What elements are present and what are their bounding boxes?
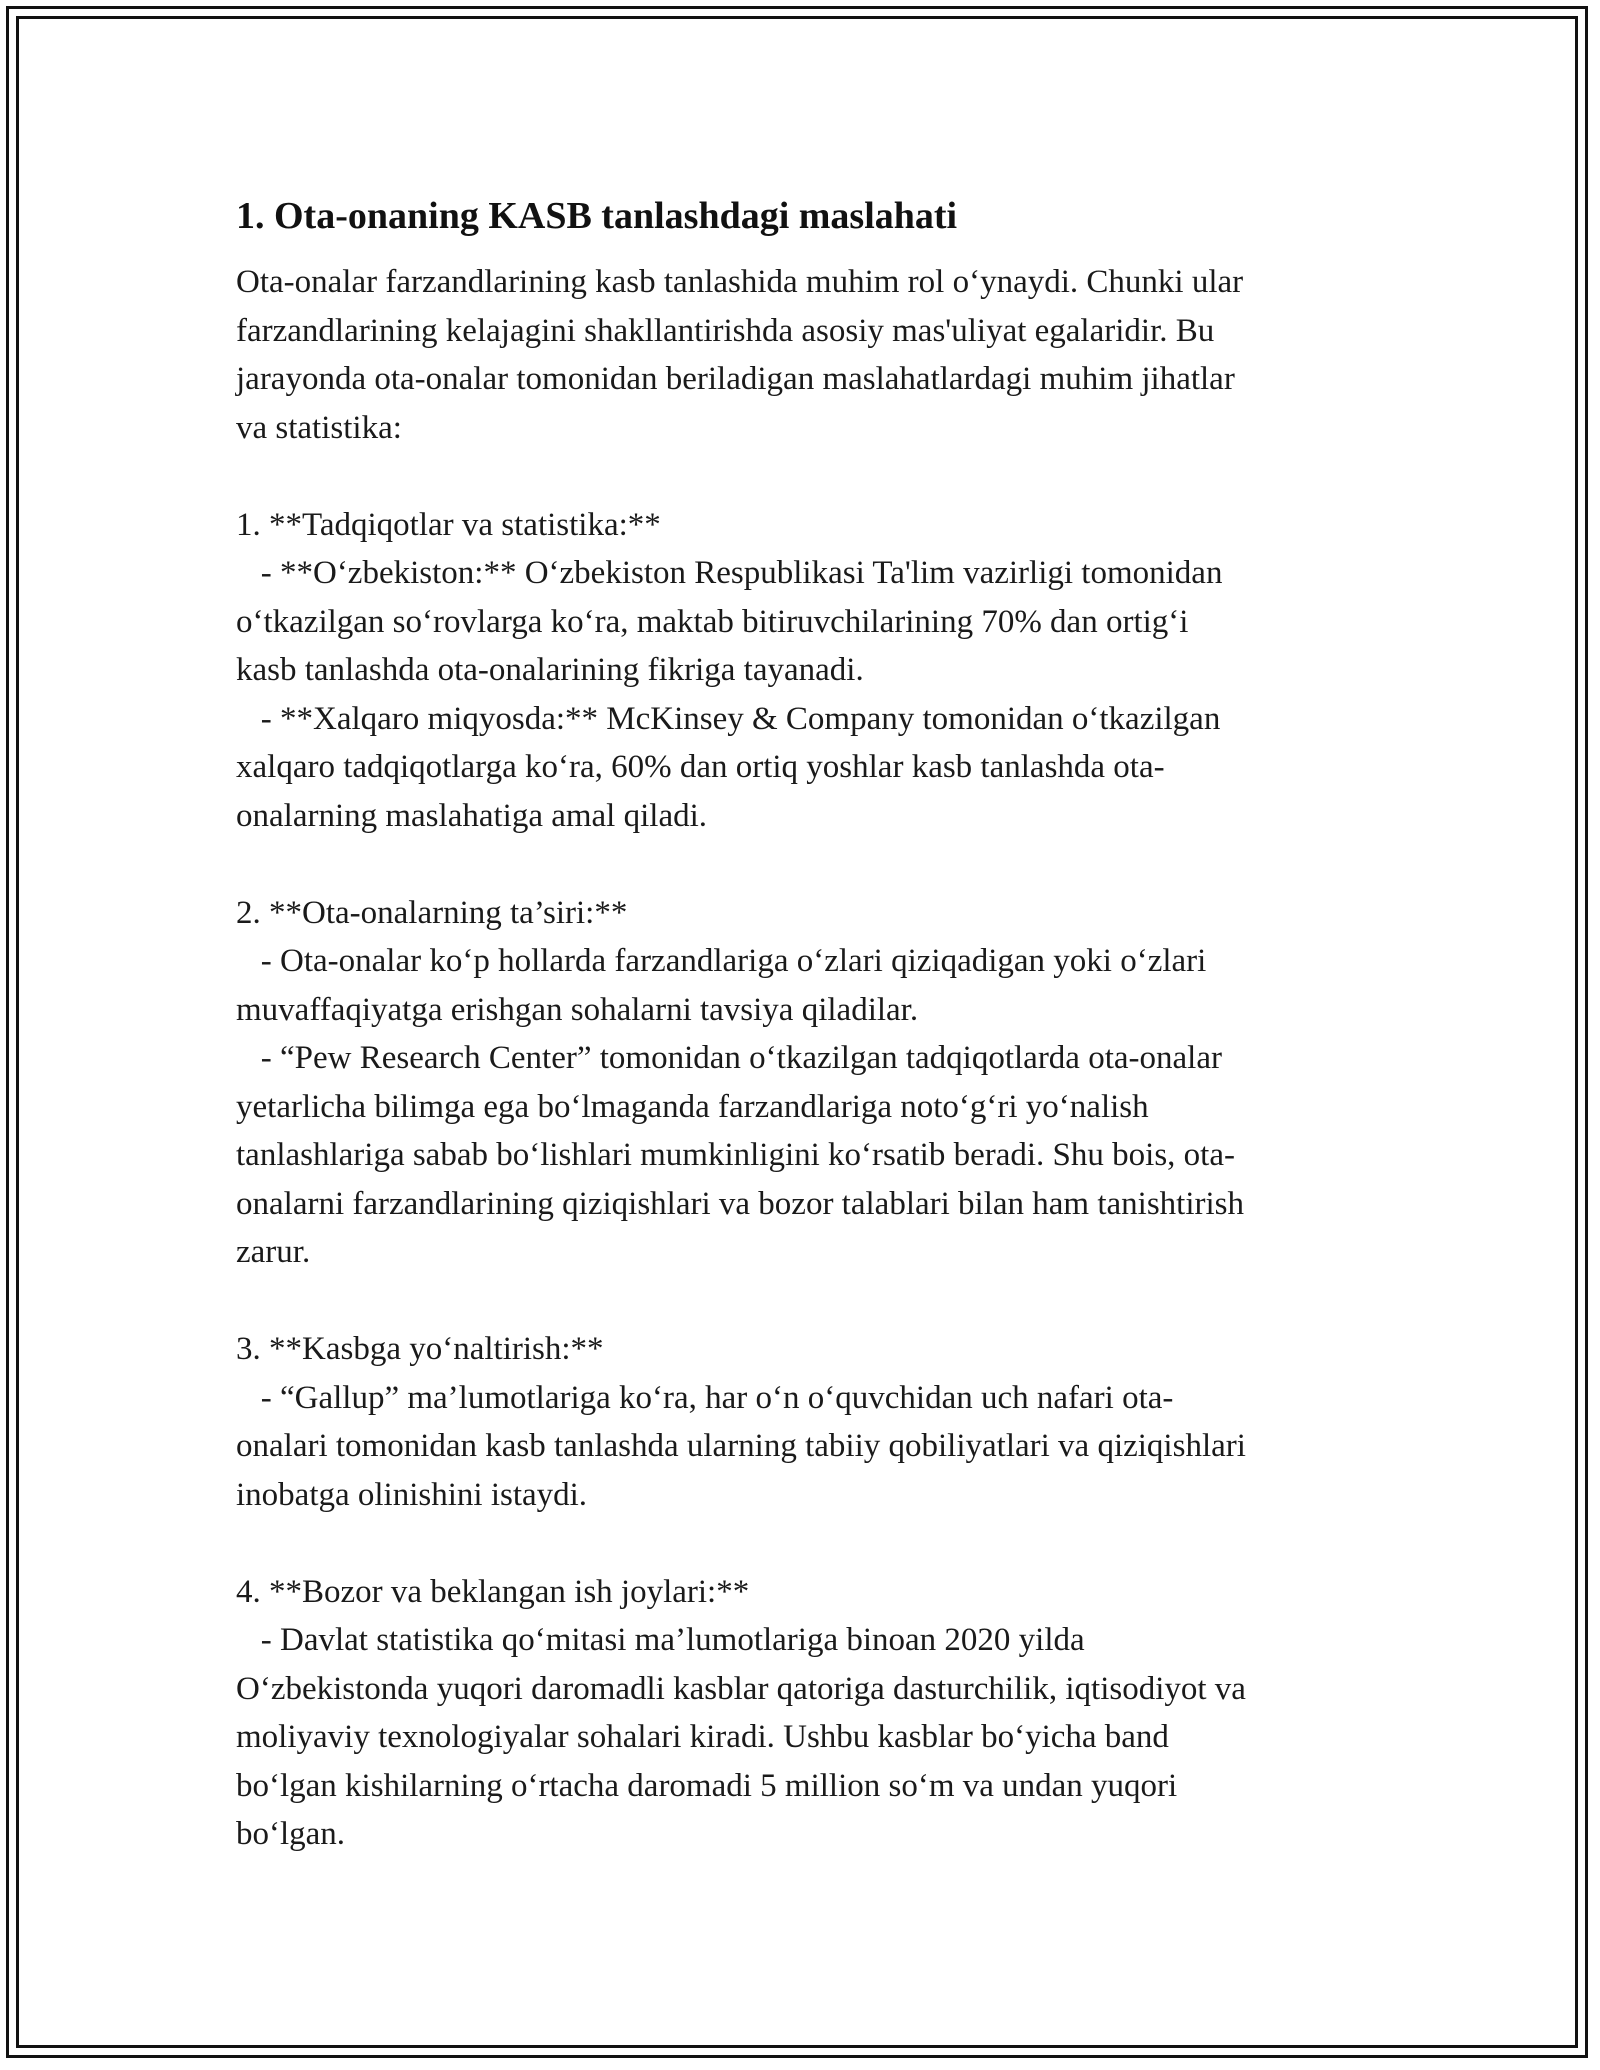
intro-line: Ota-onalar farzandlarining kasb tanlashida muhim rol o‘ynaydi. Chunki ular <box>236 264 1244 300</box>
item-line: - Davlat statistika qo‘mitasi ma’lumotlariga binoan 2020 yilda <box>236 1622 1085 1658</box>
item-line: onalarning maslahatiga amal qiladi. <box>236 797 708 834</box>
item-line: zarur. <box>236 1234 311 1270</box>
item-line: bo‘lgan kishilarning o‘rtacha daromadi 5 million so‘m va undan yuqori <box>236 1767 1178 1804</box>
item-line: kasb tanlashda ota-onalarining fikriga tayanadi. <box>236 652 864 688</box>
item-line: bo‘lgan. <box>236 1816 346 1852</box>
section-parental-influence <box>236 889 1386 1277</box>
intro-paragraph <box>236 258 1386 452</box>
list-item <box>236 549 1386 695</box>
list-item <box>236 1034 1386 1277</box>
spacer <box>236 452 1386 501</box>
spacer <box>236 1519 1386 1568</box>
section-heading: 2. **Ota-onalarning ta’siri:** <box>236 894 628 931</box>
item-line: moliyaviy texnologiyalar sohalari kiradi. Ushbu kasblar bo‘yicha band <box>236 1719 1169 1755</box>
item-line: inobatga olinishini istaydi. <box>236 1476 588 1513</box>
spacer <box>236 840 1386 889</box>
item-line: O‘zbekistonda yuqori daromadli kasblar qatoriga dasturchilik, iqtisodiyot va <box>236 1670 1246 1707</box>
item-line: onalari tomonidan kasb tanlashda ularning tabiiy qobiliyatlari va qiziqishlari <box>236 1428 1246 1464</box>
list-item <box>236 937 1386 1034</box>
section-heading: 1. **Tadqiqotlar va statistika:** <box>236 506 661 543</box>
list-item <box>236 695 1386 841</box>
section-career-guidance <box>236 1325 1386 1519</box>
item-line: xalqaro tadqiqotlarga ko‘ra, 60% dan ortiq yoshlar kasb tanlashda ota- <box>236 749 1165 785</box>
section-heading: 3. **Kasbga yo‘naltirish:** <box>236 1331 604 1367</box>
section-market-jobs <box>236 1568 1386 1859</box>
item-line: muvaffaqiyatga erishgan sohalarni tavsiya qiladilar. <box>236 991 919 1028</box>
item-line: tanlashlariga sabab bo‘lishlari mumkinligini ko‘rsatib beradi. Shu bois, ota- <box>236 1137 1235 1173</box>
item-line: - Ota-onalar ko‘p hollarda farzandlariga o‘zlari qiziqadigan yoki o‘zlari <box>236 943 1207 979</box>
spacer <box>236 1277 1386 1326</box>
list-item <box>236 1616 1386 1859</box>
list-item <box>236 1374 1386 1520</box>
section-heading: 4. **Bozor va beklangan ish joylari:** <box>236 1573 750 1610</box>
item-line: - “Gallup” ma’lumotlariga ko‘ra, har o‘n o‘quvchidan uch nafari ota- <box>236 1379 1174 1416</box>
item-line: yetarlicha bilimga ega bo‘lmaganda farzandlariga noto‘g‘ri yo‘nalish <box>236 1088 1149 1125</box>
intro-line: va statistika: <box>236 409 402 446</box>
document-title: 1. Ota-onaning KASB tanlashdagi maslahati <box>236 195 958 237</box>
document-body <box>236 188 1386 1859</box>
section-research-statistics <box>236 501 1386 841</box>
item-line: - “Pew Research Center” tomonidan o‘tkazilgan tadqiqotlarda ota-onalar <box>236 1040 1222 1076</box>
item-line: o‘tkazilgan so‘rovlarga ko‘ra, maktab bitiruvchilarining 70% dan ortig‘i <box>236 603 1189 640</box>
item-line: - **O‘zbekiston:** O‘zbekiston Respublikasi Ta'lim vazirligi tomonidan <box>236 555 1223 591</box>
intro-line: farzandlarining kelajagini shakllantirishda asosiy mas'uliyat egalaridir. Bu <box>236 312 1215 349</box>
intro-line: jarayonda ota-onalar tomonidan beriladigan maslahatlardagi muhim jihatlar <box>236 361 1235 397</box>
item-line: onalarni farzandlarining qiziqishlari va bozor talablari bilan ham tanishtirish <box>236 1185 1244 1222</box>
item-line: - **Xalqaro miqyosda:** McKinsey & Company tomonidan o‘tkazilgan <box>236 700 1221 737</box>
